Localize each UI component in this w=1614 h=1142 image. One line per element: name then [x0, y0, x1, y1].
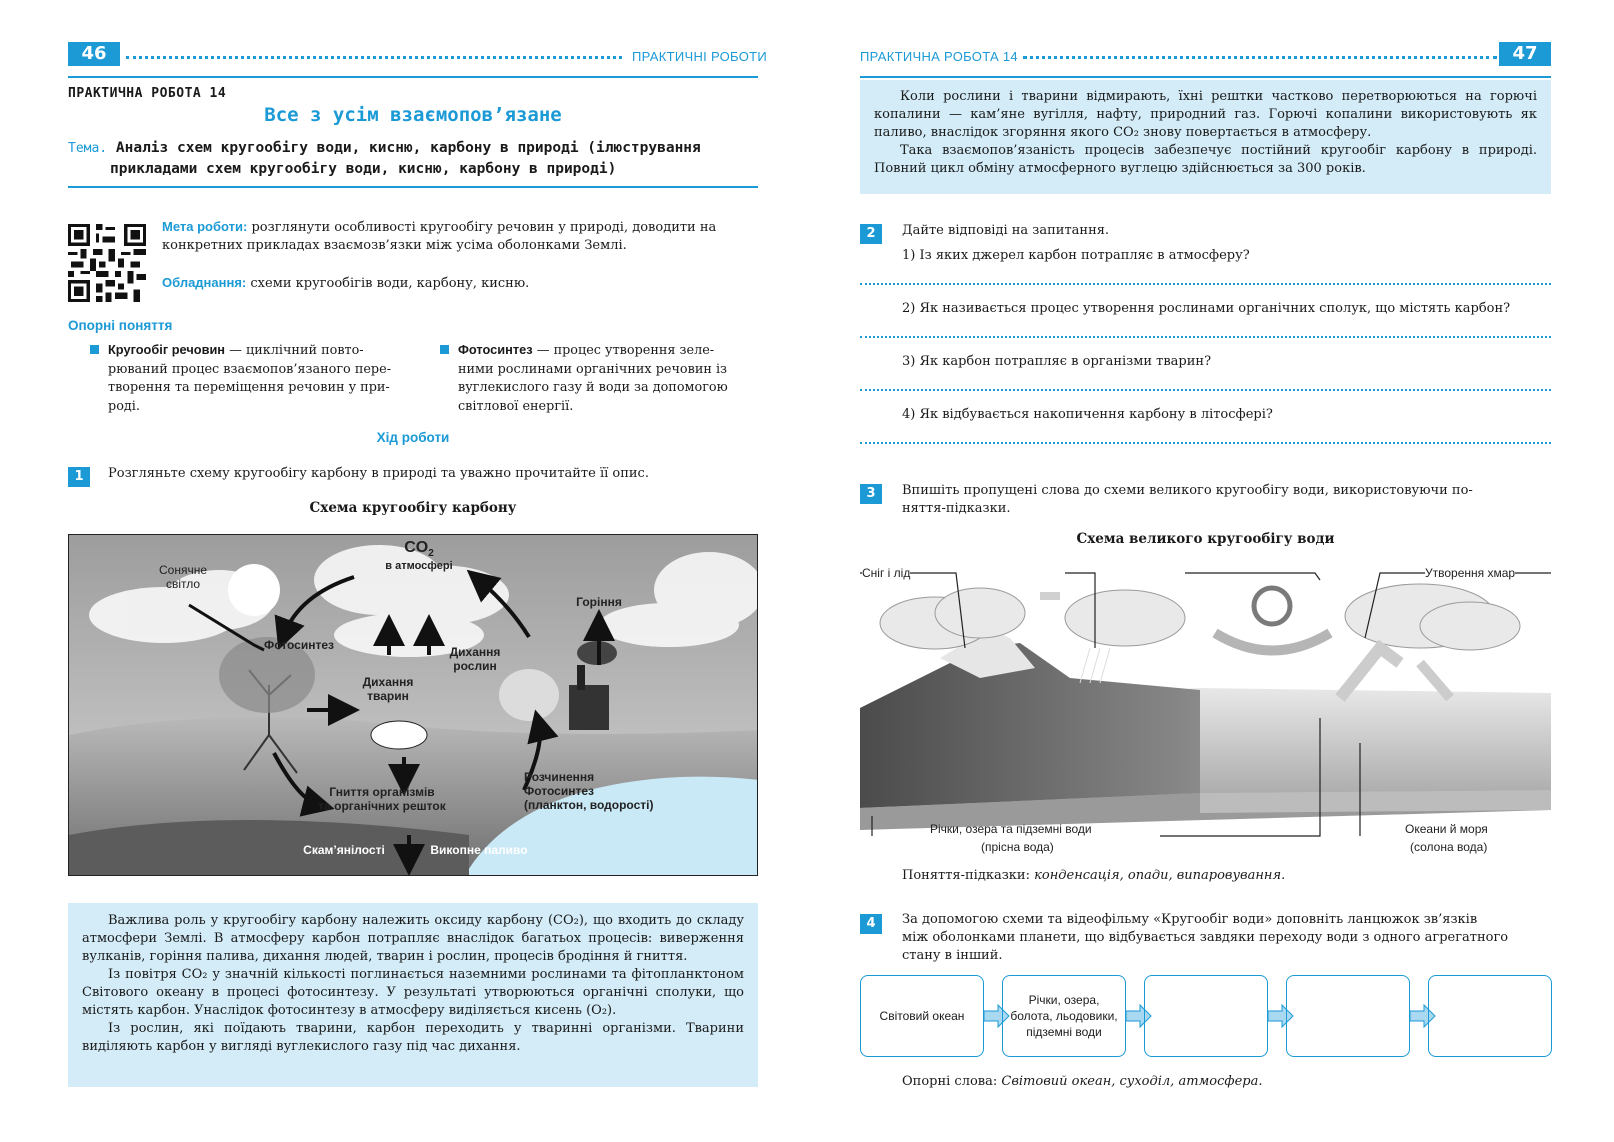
- concept-text: ними рослинами органічних речовин із: [458, 361, 728, 377]
- info-paragraph: Така взаємопов’язаність процесів забезпечує постійний кругообіг карбону в природі. Повний цикл обміну атмосферного вуглецю здійснюється за 300 років.: [874, 143, 1537, 176]
- co2-atm-label: в атмосфері: [385, 560, 453, 572]
- dissolve-label: Розчинення Фотосинтез (планктон, водорості): [524, 770, 654, 812]
- answer-line-4[interactable]: [860, 442, 1551, 444]
- animal-respiration-label: Дихання тварин: [362, 675, 414, 703]
- hint-support-words: [902, 1074, 1262, 1089]
- question-3: 3) Як карбон потрапляє в організми тварин?: [902, 354, 1212, 369]
- fossil-fuel-label: Викопне паливо: [430, 843, 528, 857]
- right-page: [807, 0, 1614, 1142]
- co2-label: $CO_2$: [404, 539, 434, 560]
- concept-text: роді.: [108, 398, 140, 414]
- plant-respiration-label: Дихання рослин: [449, 645, 501, 673]
- chain-box-land-waters: Річки, озера, болота, льодовики, підземні води: [1002, 975, 1126, 1057]
- sunlight-label: Сонячне світло: [158, 563, 208, 591]
- carbon-info-box: [68, 903, 758, 1087]
- header-section: ПРАКТИЧНА РОБОТА 14: [860, 49, 1018, 64]
- header-rule: [68, 76, 758, 78]
- concept-term: Кругообіг речовин: [108, 342, 226, 357]
- concept-text: рюваний процес взаємопов’язаного пере-: [108, 361, 392, 377]
- task-number: 2: [860, 224, 882, 244]
- answer-line-3[interactable]: [860, 389, 1551, 391]
- concept-photosynthesis: [458, 341, 760, 416]
- info-paragraph: Із повітря CO₂ у значній кількості поглинається наземними рослинами та фітопланктоном Світового океану в процесі фотосинтезу. У результаті утворюються органічні сполуки, що містять карбон. Унаслідок фотосинтезу в атмосферу виділяється кисень (O₂).: [82, 967, 744, 1018]
- carbon-info-box-continued: [860, 80, 1551, 194]
- info-paragraph: Важлива роль у кругообігу карбону належить оксиду карбону (CO₂), що входить до складу атмосфери Землі. В атмосферу карбон потрапляє внаслідок багатьох процесів: виверження вулканів, горіння палива, дихання людей, тварин і рослин, процесів бродіння й гниття.: [82, 913, 744, 964]
- concept-text: світлової енергії.: [458, 398, 574, 414]
- task-number: 4: [860, 914, 882, 934]
- concept-term: Фотосинтез: [458, 342, 533, 357]
- concept-cycle: [108, 341, 408, 416]
- oceans-sub-label: (солона вода): [1410, 840, 1488, 854]
- answer-line-2[interactable]: [860, 336, 1551, 338]
- concept-text: творення та переміщення речовин у при-: [108, 380, 390, 395]
- header-rule: [860, 76, 1551, 78]
- info-paragraph: Коли рослини і тварини відмирають, їхні рештки частково перетворюються на горючі копалини — кам’яне вугілля, нафту, природний газ. Горючі копалини використовують як паливо, внаслідок згоряння якого CO₂ знову повертається в атмосферу.: [874, 89, 1537, 140]
- topic: [68, 138, 758, 179]
- topic-rule: [68, 186, 758, 188]
- page-number: 46: [68, 42, 120, 66]
- concept-text: — процес утворення зеле-: [536, 343, 715, 358]
- task-number: 3: [860, 484, 882, 504]
- cloud-formation-label: Утворення хмар: [1425, 566, 1516, 580]
- task-text-line: Впишіть пропущені слова до схеми великого кругообігу води, використовуючи по-: [902, 483, 1473, 498]
- topic-line1: Аналіз схем кругообігу води, кисню, карбону в природі (ілюстрування: [115, 140, 701, 156]
- equipment: [162, 275, 760, 291]
- question-1: 1) Із яких джерел карбон потрапляє в атмосферу?: [902, 248, 1250, 263]
- figure-title: Схема великого кругообігу води: [1076, 531, 1335, 547]
- hint-words: конденсація, опади, випаровування.: [1034, 868, 1286, 883]
- task-text: [902, 482, 1552, 518]
- hint-concepts: [902, 868, 1285, 883]
- photosynthesis-label: Фотосинтез: [264, 638, 334, 652]
- task-text: Розгляньте схему кругообігу карбону в природі та уважно прочитайте її опис.: [108, 466, 649, 481]
- goal-text: розглянути особливості кругообігу речовин у природі, доводити на конкретних прикладах взаємозв’язки між усіма оболонками Землі.: [162, 220, 717, 253]
- task-text: [902, 911, 1552, 965]
- chain-box-blank[interactable]: [1286, 975, 1410, 1057]
- hint-words: Світовий океан, суходіл, атмосфера.: [1001, 1074, 1263, 1089]
- procedure-heading: Хід роботи: [376, 430, 450, 445]
- page-number: 47: [1499, 42, 1551, 66]
- topic-label: Тема.: [68, 141, 108, 156]
- task-text-line: між оболонками планети, що відбувається завдяки переходу води з одного агрегатного: [902, 930, 1509, 945]
- oceans-label: Океани й моря: [1405, 822, 1488, 836]
- concepts-heading: Опорні поняття: [68, 318, 173, 333]
- equipment-text: схеми кругообігів води, карбону, кисню.: [250, 276, 530, 291]
- task-text-line: За допомогою схеми та відеофільму «Кругообіг води» доповніть ланцюжок зв’язків: [902, 912, 1478, 927]
- task-text-line: няття-підказки.: [902, 501, 1011, 516]
- page-title: Все з усім взаємопов’язане: [264, 104, 562, 126]
- decay-label: Гниття організмів та органічних решток: [318, 785, 446, 813]
- bullet-icon: [440, 345, 449, 354]
- task-text: Дайте відповіді на запитання.: [902, 223, 1110, 238]
- fossils-label: Скам’янілості: [303, 843, 385, 857]
- concept-text: вуглекислого газу й води за допомогою: [458, 380, 728, 395]
- chain-box-ocean: Світовий океан: [860, 975, 984, 1057]
- question-2: 2) Як називається процес утворення рослинами органічних сполук, що містять карбон?: [902, 301, 1511, 316]
- concept-text: — циклічний повто-: [229, 343, 364, 358]
- hint-label: Поняття-підказки:: [902, 868, 1030, 883]
- qr-code-icon[interactable]: [68, 224, 146, 302]
- task-number: 1: [68, 467, 90, 487]
- header-dotted-line: [126, 56, 622, 59]
- burning-label: Горіння: [576, 595, 622, 609]
- goal: [162, 218, 760, 255]
- hint-label: Опорні слова:: [902, 1074, 998, 1089]
- chain-box-blank[interactable]: [1144, 975, 1268, 1057]
- carbon-cycle-figure: [68, 534, 758, 876]
- figure-title: Схема кругообігу карбону: [309, 500, 517, 516]
- snow-ice-label: Сніг і лід: [862, 566, 911, 580]
- question-4: 4) Як відбувається накопичення карбону в літосфері?: [902, 407, 1273, 422]
- header-section: ПРАКТИЧНІ РОБОТИ: [632, 49, 768, 64]
- task-text-line: стану в інший.: [902, 948, 1003, 963]
- fresh-water-sub-label: (прісна вода): [981, 840, 1054, 854]
- info-paragraph: Із рослин, які поїдають тварини, карбон переходить у тваринні організми. Тварини виділяють карбон у вигляді вуглекислого газу під час дихання.: [82, 1021, 744, 1054]
- water-cycle-figure: [860, 568, 1551, 860]
- work-label: ПРАКТИЧНА РОБОТА 14: [68, 86, 227, 101]
- bullet-icon: [90, 345, 99, 354]
- fresh-water-label: Річки, озера та підземні води: [930, 822, 1092, 836]
- header-dotted-line: [1023, 56, 1497, 59]
- chain-box-blank[interactable]: [1428, 975, 1552, 1057]
- goal-label: Мета роботи:: [162, 219, 248, 234]
- answer-line-1[interactable]: [860, 283, 1551, 285]
- equipment-label: Обладнання:: [162, 275, 247, 290]
- topic-line2: прикладами схем кругообігу води, кисню, карбону в природі): [110, 161, 617, 177]
